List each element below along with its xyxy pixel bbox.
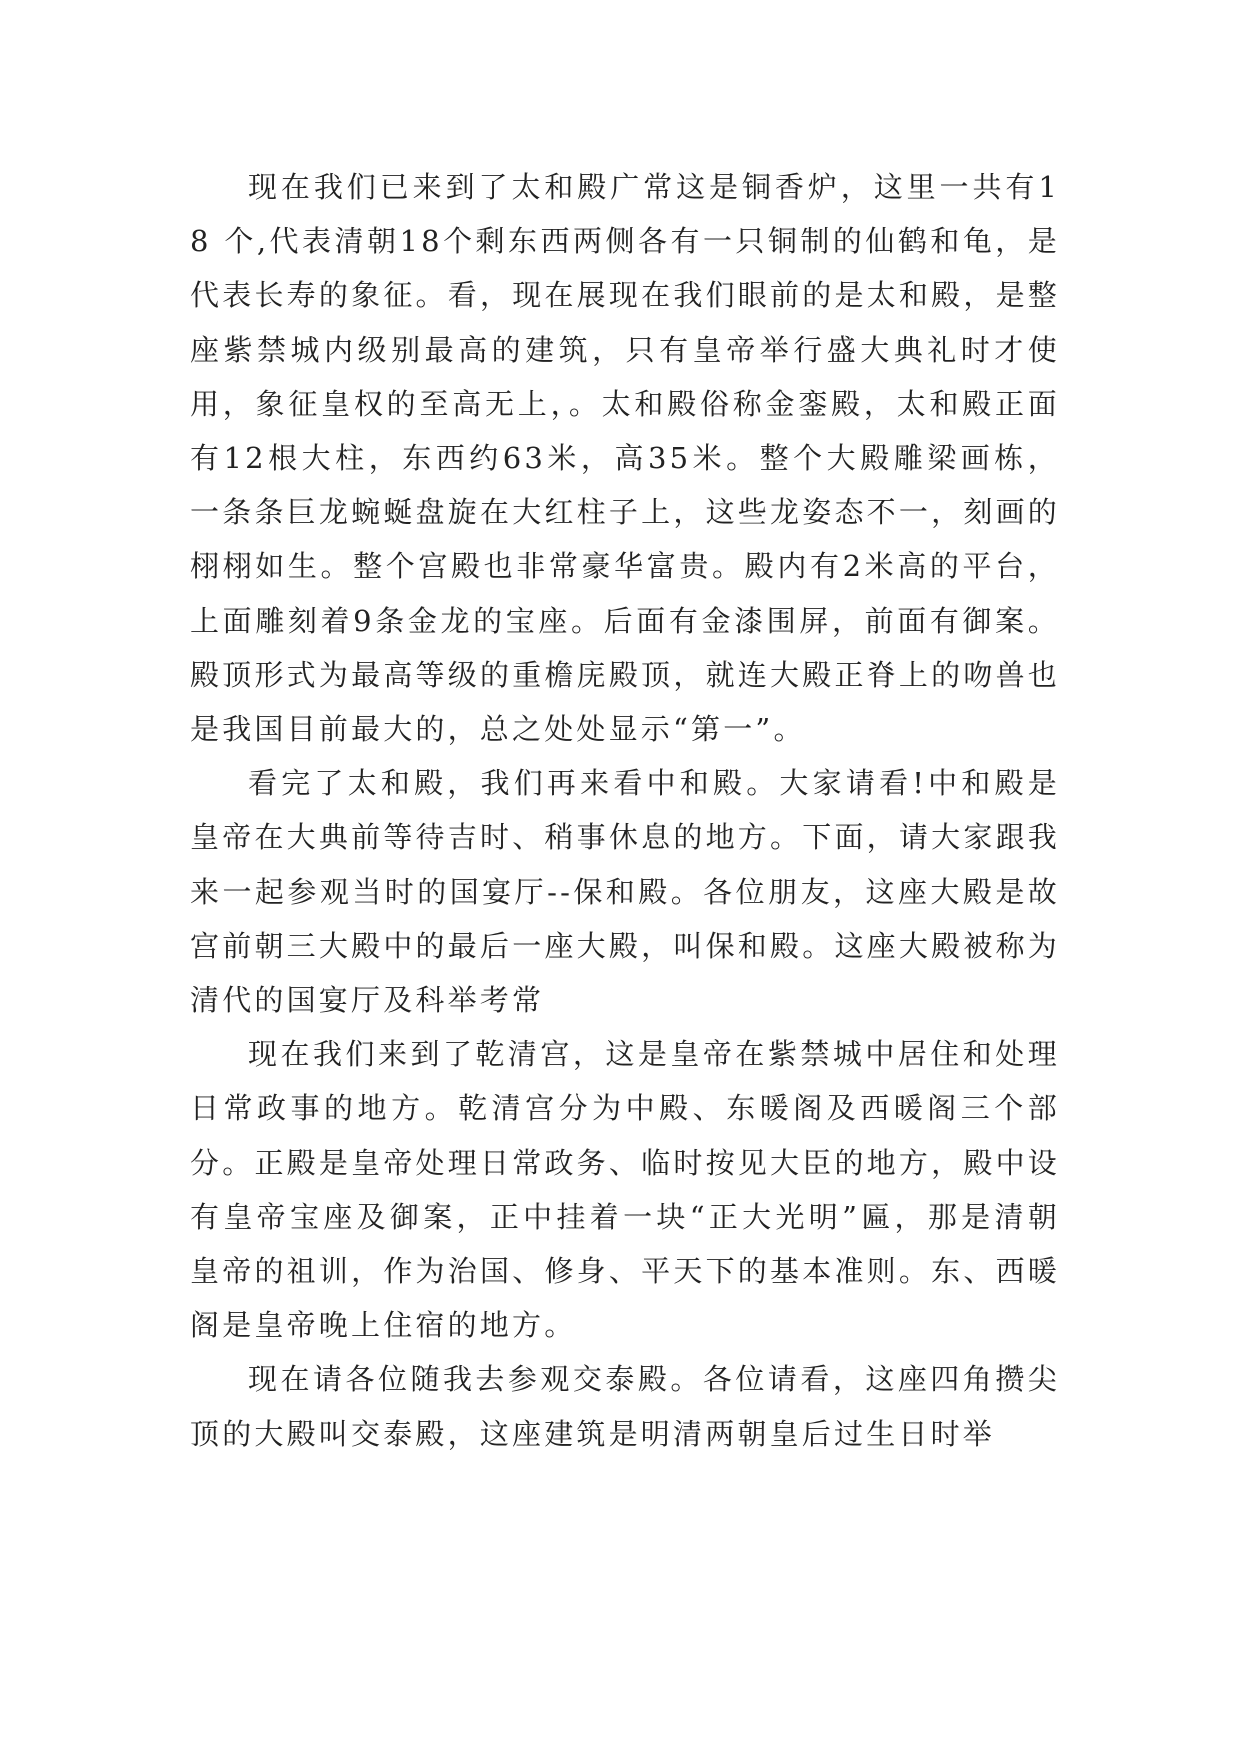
paragraph-qianqing-palace: 现在我们来到了乾清宫，这是皇帝在紫禁城中居住和处理日常政事的地方。乾清宫分为中殿、东暖阁及西暖阁三个部分。正殿是皇帝处理日常政务、临时按见大臣的地方，殿中设有皇帝宝座及御案，正中挂着一块“正大光明”匾，那是清朝皇帝的祖训，作为治国、修身、平天下的基本准则。东、西暖阁是皇帝晚上住宿的地方。 xyxy=(190,1037,1060,1343)
paragraph-taihe-hall: 现在我们已来到了太和殿广常这是铜香炉，这里一共有18 个,代表清朝18个剩东西两侧各有一只铜制的仙鹤和龟，是代表长寿的象征。看，现在展现在我们眼前的是太和殿，是整座紫禁城内级别最高的建筑，只有皇帝举行盛大典礼时才使用，象征皇权的至高无上，。太和殿俗称金銮殿，太和殿正面有12根大柱，东西约63米，高35米。整个大殿雕梁画栋，一条条巨龙蜿蜒盘旋在大红柱子上，这些龙姿态不一，刻画的栩栩如生。整个宫殿也非常豪华富贵。殿内有2米高的平台，上面雕刻着9条金龙的宝座。后面有金漆围屏，前面有御案。殿顶形式为最高等级的重檐庑殿顶，就连大殿正脊上的吻兽也是我国目前最大的，总之处处显示“第一”。 xyxy=(190,170,1060,747)
body-text xyxy=(190,160,1060,1461)
paragraph-jiaotai-hall: 现在请各位随我去参观交泰殿。各位请看，这座四角攒尖顶的大殿叫交泰殿，这座建筑是明清两朝皇后过生日时举 xyxy=(190,1362,1060,1451)
paragraph-zhonghe-baohe-halls: 看完了太和殿，我们再来看中和殿。大家请看!中和殿是皇帝在大典前等待吉时、稍事休息的地方。下面，请大家跟我来一起参观当时的国宴厅--保和殿。各位朋友，这座大殿是故宫前朝三大殿中的最后一座大殿，叫保和殿。这座大殿被称为清代的国宴厅及科举考常 xyxy=(190,766,1060,1018)
